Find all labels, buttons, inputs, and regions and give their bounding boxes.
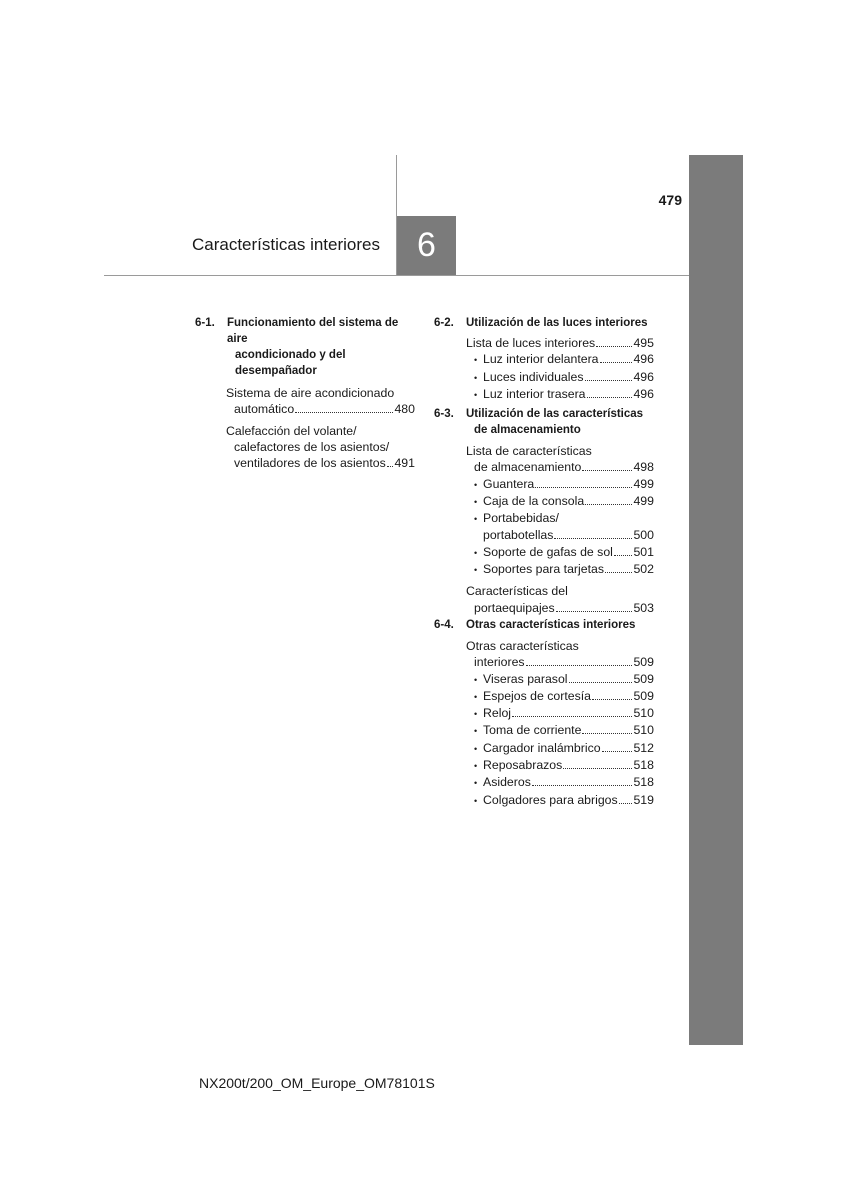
toc-page-number: 499 bbox=[633, 493, 654, 508]
toc-entry-text: Calefacción del volante/ bbox=[226, 423, 357, 438]
toc-entry-text: Soportes para tarjetas bbox=[483, 562, 604, 577]
leader-dots bbox=[605, 572, 632, 573]
toc-entry[interactable] bbox=[466, 583, 654, 616]
toc-bullet-entry[interactable] bbox=[474, 757, 654, 774]
toc-page-number: 501 bbox=[633, 544, 654, 559]
toc-entry-text: Cargador inalámbrico bbox=[483, 740, 601, 755]
toc-bullet-entry[interactable] bbox=[474, 476, 654, 493]
chapter-number-box: 6 bbox=[397, 216, 456, 275]
toc-page-number: 496 bbox=[633, 369, 654, 384]
bullet-icon: • bbox=[474, 547, 478, 558]
toc-page-number: 495 bbox=[633, 336, 654, 350]
bullet-icon: • bbox=[474, 691, 478, 702]
toc-bullet-entry[interactable] bbox=[474, 386, 654, 403]
leader-dots bbox=[556, 611, 633, 612]
bullet-icon: • bbox=[474, 726, 478, 737]
toc-entry-text: Reloj bbox=[483, 706, 512, 721]
leader-dots bbox=[592, 699, 632, 700]
leader-dots bbox=[569, 682, 633, 683]
toc-page-number: 498 bbox=[633, 460, 654, 475]
section-title: Otras características interiores bbox=[466, 619, 636, 631]
toc-entry[interactable] bbox=[195, 385, 415, 418]
section-title-line: Utilización de las características bbox=[466, 408, 644, 420]
toc-entry-text: Luz interior delantera bbox=[483, 352, 599, 367]
toc-entry[interactable] bbox=[466, 335, 654, 351]
toc-bullet-entry[interactable] bbox=[474, 688, 654, 705]
toc-entry[interactable] bbox=[466, 443, 654, 476]
toc-section-6-3 bbox=[434, 406, 654, 616]
toc-bullet-entry[interactable] bbox=[474, 493, 654, 510]
toc-entry-text: Lista de características bbox=[466, 444, 592, 458]
toc-bullet-entry[interactable] bbox=[474, 774, 654, 791]
toc-page-number: 503 bbox=[633, 600, 654, 615]
bullet-icon: • bbox=[474, 479, 478, 490]
bullet-icon: • bbox=[474, 743, 478, 754]
toc-page-number: 496 bbox=[633, 352, 654, 367]
toc-page-number: 510 bbox=[633, 706, 654, 721]
toc-entry-text: ventiladores de los asientos bbox=[234, 456, 386, 471]
toc-page-number: 502 bbox=[633, 562, 654, 577]
leader-dots bbox=[602, 751, 633, 752]
toc-entry-text: Lista de luces interiores bbox=[466, 336, 596, 350]
toc-section-6-4 bbox=[434, 617, 654, 809]
toc-page-number: 496 bbox=[633, 386, 654, 401]
toc-entry-text: calefactores de los asientos/ bbox=[234, 439, 390, 454]
bullet-icon: • bbox=[474, 761, 478, 772]
toc-entry-text: Guantera bbox=[483, 476, 535, 491]
toc-entry-text: Sistema de aire acondicionado bbox=[226, 386, 395, 400]
toc-entry-text: Viseras parasol bbox=[483, 671, 568, 686]
toc-entry-text: Luces individuales bbox=[483, 369, 584, 384]
section-title-line: Funcionamiento del sistema de aire bbox=[227, 317, 399, 345]
toc-page-number: 518 bbox=[633, 758, 654, 773]
toc-bullet-entry[interactable] bbox=[474, 369, 654, 386]
toc-entry-text: Reposabrazos bbox=[483, 758, 563, 773]
toc-page-number: 512 bbox=[633, 740, 654, 755]
toc-page-number: 519 bbox=[633, 792, 654, 807]
toc-bullet-entry[interactable] bbox=[474, 671, 654, 688]
section-title-line: desempañador bbox=[235, 365, 317, 377]
leader-dots bbox=[619, 803, 633, 804]
bullet-icon: • bbox=[474, 795, 478, 806]
toc-page-number: 518 bbox=[633, 775, 654, 790]
section-number: 6-2. bbox=[434, 317, 454, 329]
toc-page-number: 509 bbox=[633, 655, 654, 670]
page-number: 479 bbox=[658, 192, 682, 208]
toc-entry-text: de almacenamiento bbox=[474, 460, 582, 475]
section-title: Utilización de las luces interiores bbox=[466, 317, 648, 329]
toc-bullet-entry[interactable] bbox=[474, 351, 654, 368]
toc-bullet-entry[interactable] bbox=[474, 792, 654, 809]
toc-entry-text: Colgadores para abrigos bbox=[483, 792, 618, 807]
bullet-icon: • bbox=[474, 355, 478, 366]
toc-entry[interactable] bbox=[195, 423, 415, 472]
leader-dots bbox=[563, 768, 632, 769]
bullet-icon: • bbox=[474, 778, 478, 789]
toc-entry-text: Características del bbox=[466, 584, 568, 599]
chapter-title: Características interiores bbox=[191, 235, 380, 254]
toc-entry-text: Portabebidas/ bbox=[483, 511, 559, 526]
section-title-line: acondicionado y del bbox=[235, 349, 346, 361]
section-number: 6-4. bbox=[434, 619, 454, 631]
leader-dots bbox=[596, 346, 632, 347]
toc-entry-text: Toma de corriente bbox=[483, 723, 582, 738]
section-number: 6-1. bbox=[195, 317, 215, 329]
toc-entry-text: Luz interior trasera bbox=[483, 386, 586, 401]
toc-bullet-entry[interactable] bbox=[474, 510, 654, 544]
toc-entry-text: portaequipajes bbox=[474, 600, 555, 615]
toc-bullet-entry[interactable] bbox=[474, 740, 654, 757]
toc-bullet-entry[interactable] bbox=[474, 705, 654, 722]
toc-bullet-entry[interactable] bbox=[474, 722, 654, 739]
toc-entry-text: Soporte de gafas de sol bbox=[483, 544, 613, 559]
toc-section-6-1 bbox=[195, 315, 415, 471]
leader-dots bbox=[526, 665, 633, 666]
toc-entry-text: Otras características bbox=[466, 639, 579, 653]
leader-dots bbox=[512, 716, 632, 717]
leader-dots bbox=[585, 380, 633, 381]
toc-bullet-entry[interactable] bbox=[474, 544, 654, 561]
leader-dots bbox=[600, 362, 633, 363]
footer-doc-id: NX200t/200_OM_Europe_OM78101S bbox=[199, 1075, 435, 1091]
toc-page-number: 480 bbox=[394, 402, 415, 417]
chapter-side-tab bbox=[689, 155, 743, 1045]
leader-dots bbox=[582, 733, 632, 734]
bullet-icon: • bbox=[474, 372, 478, 383]
toc-page-number: 509 bbox=[633, 671, 654, 686]
toc-page-number: 500 bbox=[633, 528, 654, 543]
bullet-icon: • bbox=[474, 389, 478, 400]
toc-section-6-2 bbox=[434, 315, 654, 403]
toc-entry-text: Espejos de cortesía bbox=[483, 688, 592, 703]
toc-entry[interactable] bbox=[466, 638, 654, 671]
section-number: 6-3. bbox=[434, 408, 454, 420]
bullet-icon: • bbox=[474, 496, 478, 507]
bullet-icon: • bbox=[474, 674, 478, 685]
leader-dots bbox=[587, 397, 633, 398]
toc-entry-text: automático bbox=[234, 402, 295, 417]
bullet-icon: • bbox=[474, 709, 478, 720]
bullet-icon: • bbox=[474, 565, 478, 576]
leader-dots bbox=[535, 487, 632, 488]
toc-bullet-entry[interactable] bbox=[474, 561, 654, 578]
toc-page-number: 510 bbox=[633, 723, 654, 738]
toc-entry-text: portabotellas bbox=[483, 528, 554, 543]
leader-dots bbox=[582, 470, 632, 471]
leader-dots bbox=[614, 555, 633, 556]
section-title-line: de almacenamiento bbox=[474, 424, 581, 436]
leader-dots bbox=[532, 785, 633, 786]
toc-entry-text: interiores bbox=[474, 655, 525, 670]
leader-dots bbox=[295, 412, 393, 413]
toc-entry-text: Asideros bbox=[483, 775, 531, 790]
bullet-icon: • bbox=[474, 514, 478, 525]
leader-dots bbox=[554, 538, 632, 539]
toc-page-number: 491 bbox=[394, 456, 415, 471]
leader-dots bbox=[387, 466, 394, 467]
toc-entry-text: Caja de la consola bbox=[483, 493, 585, 508]
header-horizontal-rule bbox=[104, 275, 689, 276]
leader-dots bbox=[585, 504, 632, 505]
toc-page-number: 509 bbox=[633, 688, 654, 703]
toc-page-number: 499 bbox=[633, 476, 654, 491]
